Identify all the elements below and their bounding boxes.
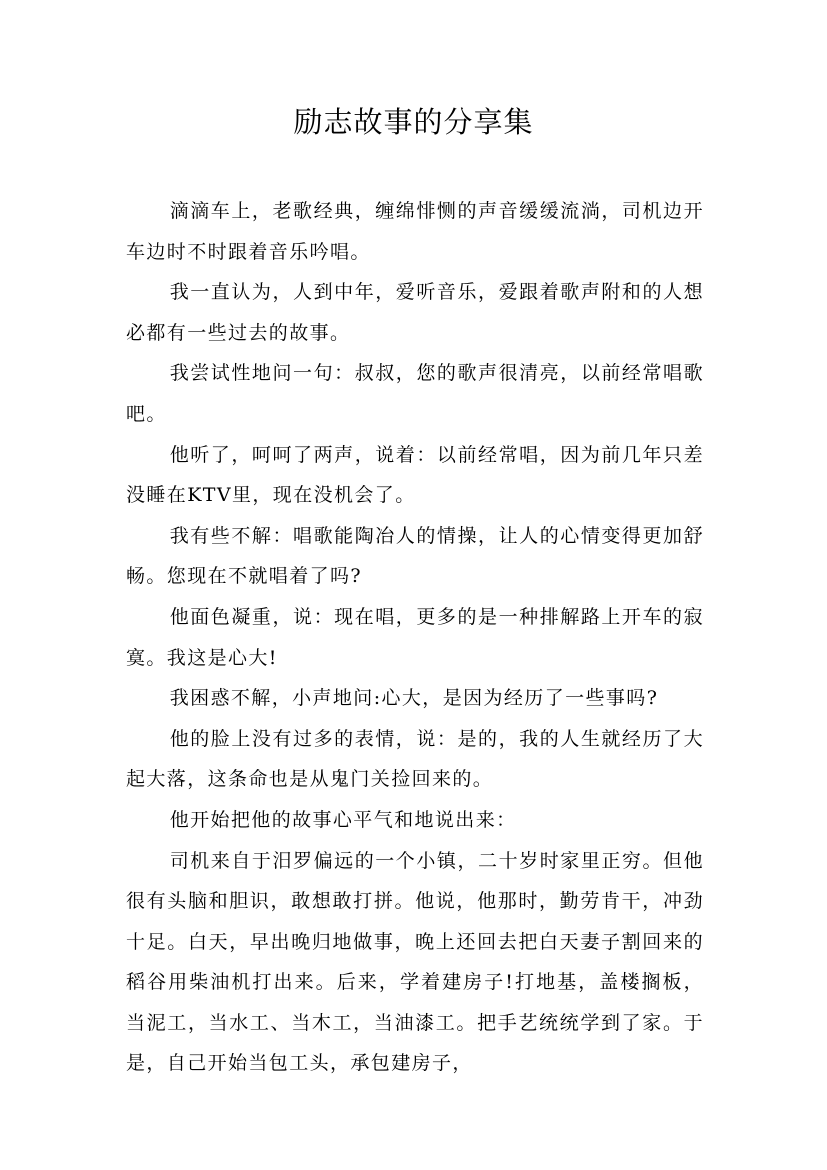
paragraph-1: 滴滴车上，老歌经典，缠绵悱恻的声音缓缓流淌，司机边开车边时不时跟着音乐吟唱。 <box>126 200 704 263</box>
paragraph-7: 我困惑不解，小声地问:心大，是因为经历了一些事吗? <box>169 687 659 710</box>
paragraph-8: 他的脸上没有过多的表情，说：是的，我的人生就经历了大起大落，这条命也是从鬼门关捡回来的。 <box>126 727 704 791</box>
paragraph-9: 他开始把他的故事心平气和地说出来： <box>169 808 517 831</box>
paragraph-5: 我有些不解：唱歌能陶冶人的情操，让人的心情变得更加舒畅。您现在不就唱着了吗? <box>126 524 704 588</box>
paragraph-6: 他面色凝重，说：现在唱，更多的是一种排解路上开车的寂寞。我这是心大! <box>126 605 704 669</box>
paragraph-3: 我尝试性地问一句：叔叔，您的歌声很清亮，以前经常唱歌吧。 <box>126 362 704 425</box>
paragraph-10: 司机来自于汨罗偏远的一个小镇，二十岁时家里正穷。但他很有头脑和胆识，敢想敢打拼。他说，他那时，勤劳肯干，冲劲十足。白天，早出晚归地做事，晚上还回去把白天妻子割回来的稻谷用柴油机打出来。后来，学着建房子!打地基，盖楼搁板，当泥工，当水工、当木工，当油漆工。把手艺统统学到了家。于是，自己开始当包工头，承包建房子， <box>126 849 704 1075</box>
paragraph-4: 他听了，呵呵了两声，说着：以前经常唱，因为前几年只差没睡在KTV里，现在没机会了。 <box>126 443 704 507</box>
document-body <box>126 191 704 1084</box>
paragraph-2: 我一直认为，人到中年，爱听音乐，爱跟着歌声附和的人想必都有一些过去的故事。 <box>126 281 704 344</box>
document-title: 励志故事的分享集 <box>293 105 534 139</box>
